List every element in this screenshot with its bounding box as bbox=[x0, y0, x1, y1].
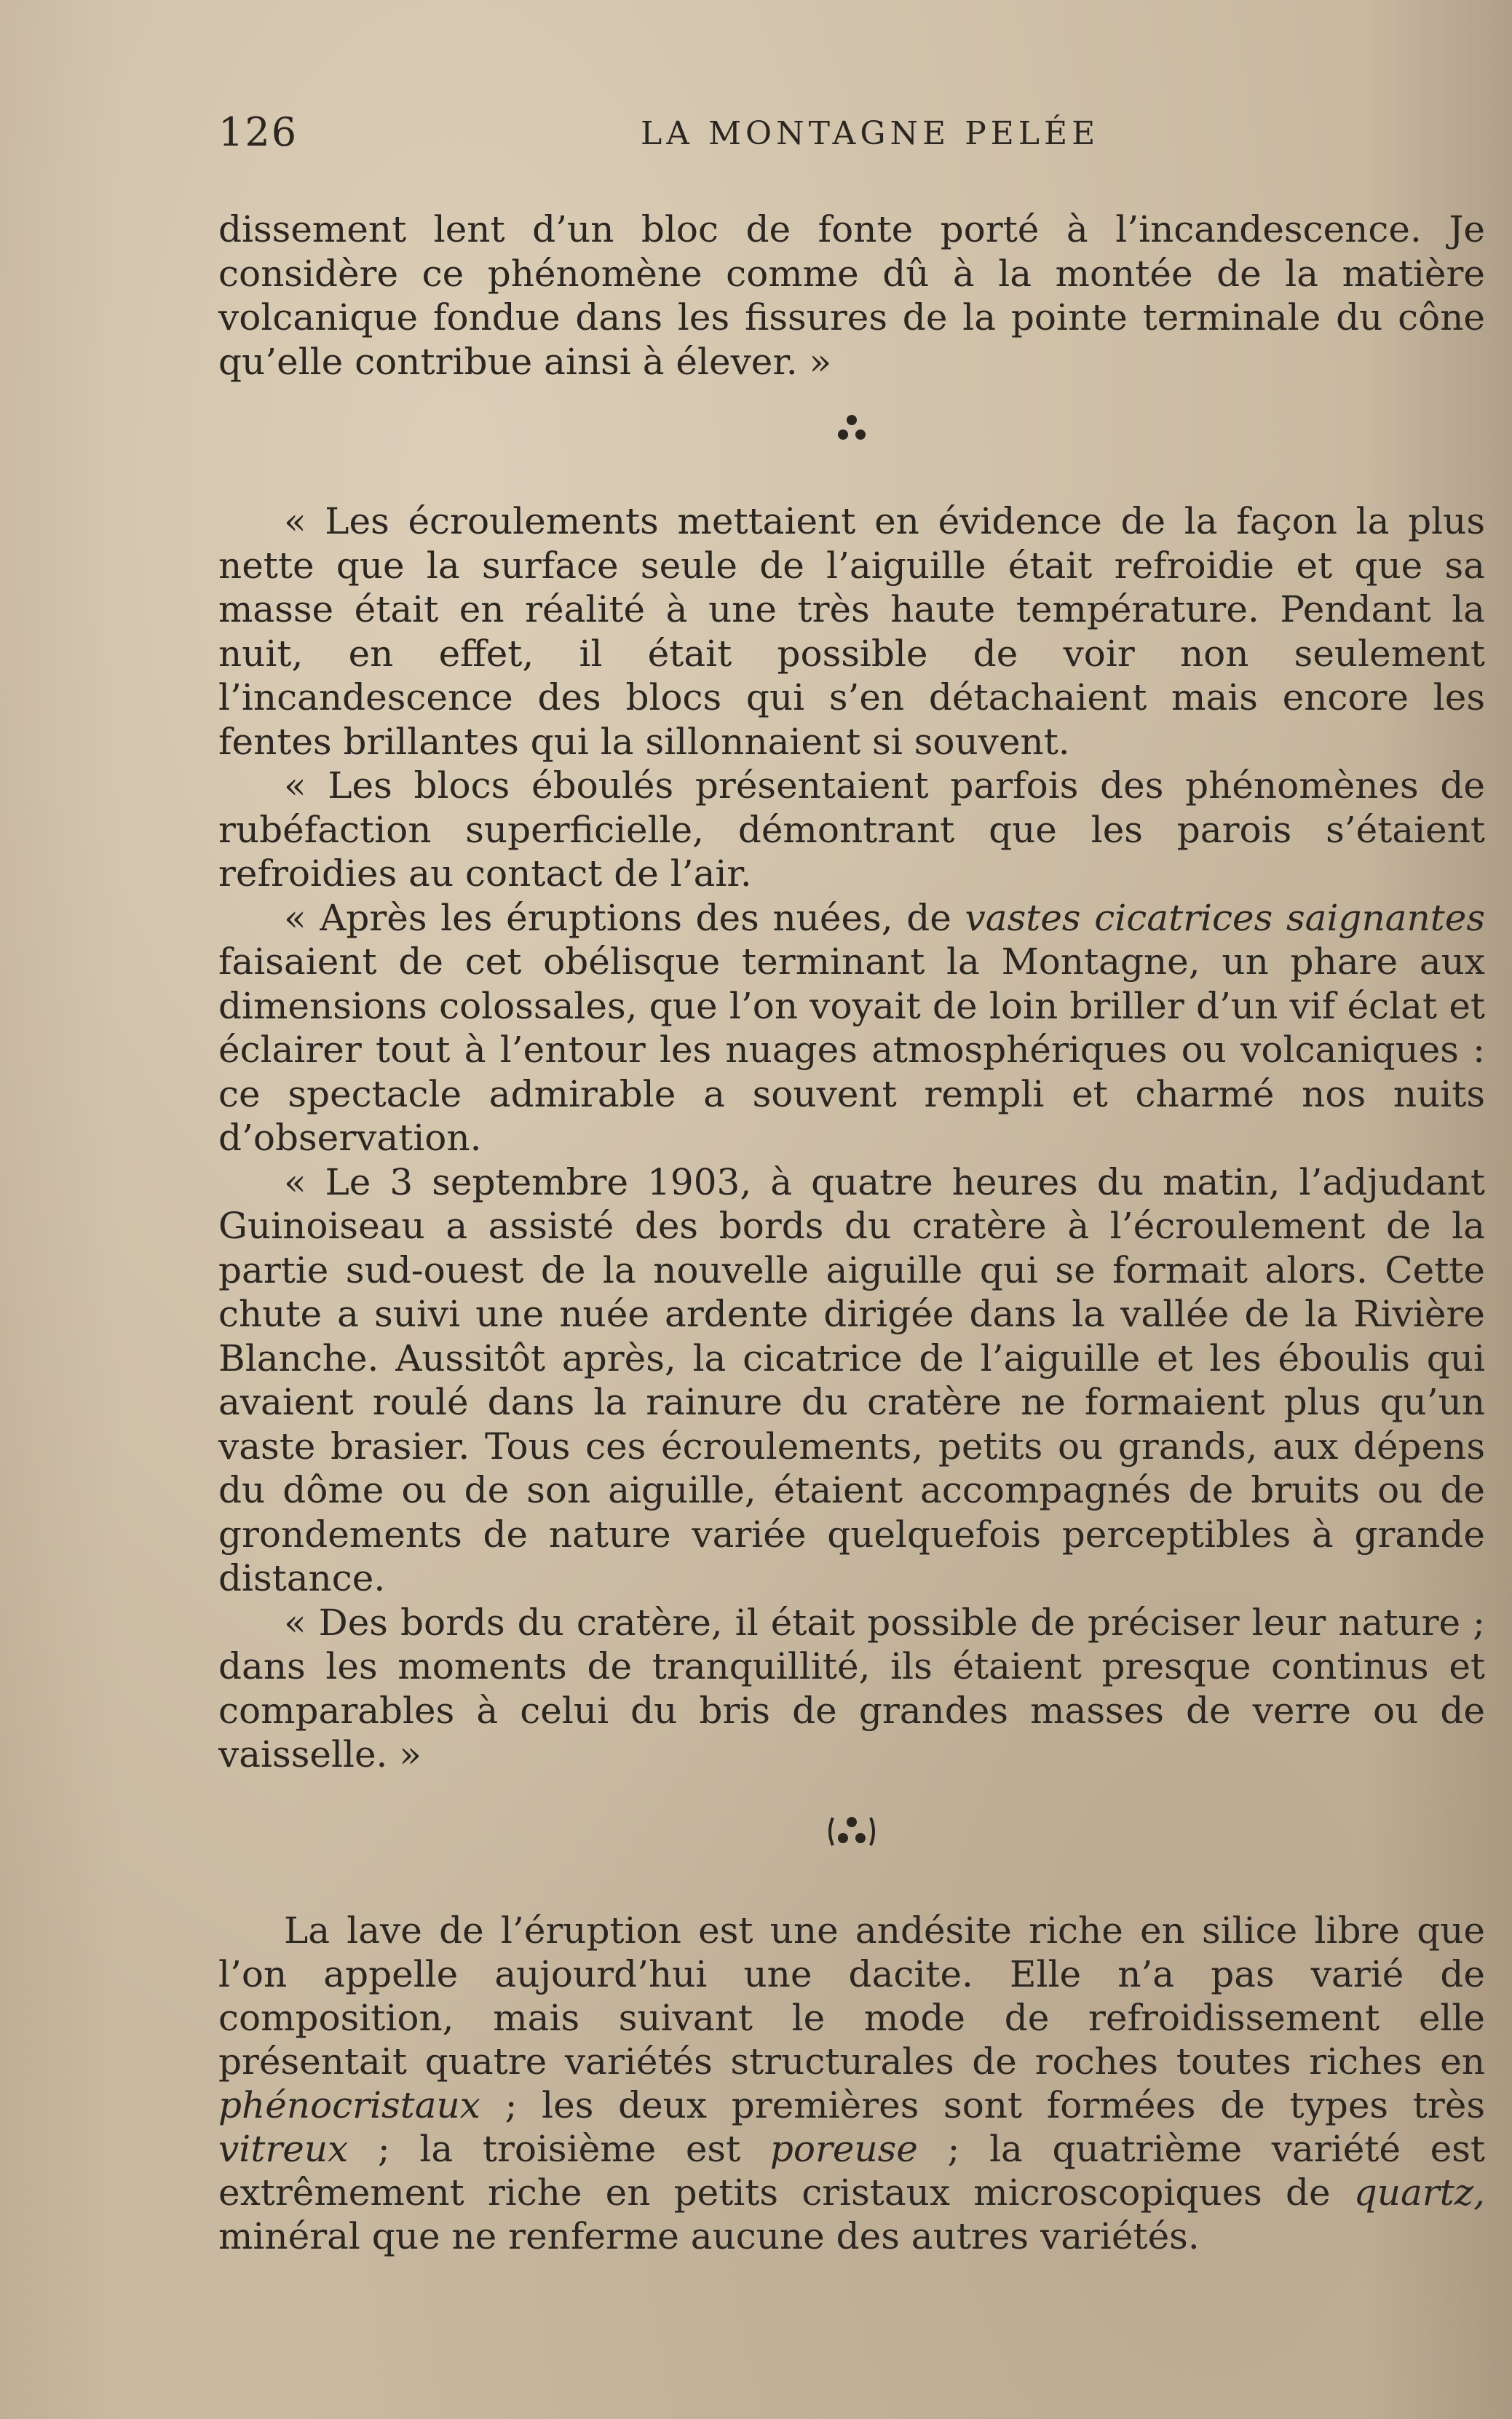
bracketed-dots-ornament-icon bbox=[218, 1812, 1485, 1856]
paragraph-text: La lave de l’éruption est une andésite riche en silice libre que l’on appelle aujourd’hui une dacite. Elle n’a pas varié de composition, mais suivant le mode de refroidissement elle présentait quatre variétés structurales de roches toutes riches en bbox=[218, 1909, 1485, 2083]
italic-term: phénocristaux bbox=[218, 2083, 480, 2126]
italic-term: poreuse bbox=[769, 2127, 918, 2170]
paragraph-text: ; la troisième est bbox=[348, 2127, 770, 2170]
body-text bbox=[218, 207, 1485, 2258]
three-dots-ornament-icon bbox=[218, 411, 1485, 450]
paragraph-3-septembre: « Le 3 septembre 1903, à quatre heures du matin, l’adjudant Guinoiseau a assisté des bords du cratère à l’écroulement de la partie sud-ouest de la nouvelle aiguille qui se formait alors. Cette chute a suivi une nuée ardente dirigée dans la vallée de la Rivière Blanche. Aussitôt après, la cicatrice de l’aiguille et les éboulis qui avaient roulé dans la rainure du cratère ne formaient plus qu’un vaste brasier. Tous ces écroulements, petits ou grands, aux dépens du dôme ou de son aiguille, étaient accompagnés de bruits ou de grondements de nature variée quelquefois perceptibles à grande distance. bbox=[218, 1160, 1485, 1599]
paragraph-bords-cratere: « Des bords du cratère, il était possible de préciser leur nature ; dans les moments de tranquillité, ils étaient presque continus et comparables à celui du bris de grandes masses de verre ou de vaisselle. » bbox=[218, 1601, 1485, 1775]
paragraph-continued: dissement lent d’un bloc de fonte porté à l’incandescence. Je considère ce phénomène comme dû à la montée de la matière volcanique fondue dans les fissures de la pointe terminale du cône qu’elle contribue ainsi à élever. » bbox=[218, 208, 1485, 383]
italic-term: quartz, bbox=[1353, 2171, 1485, 2214]
paragraph-lave-eruption bbox=[218, 1909, 1485, 2258]
paragraph-text: minéral que ne renferme aucune des autres variétés. bbox=[218, 2214, 1200, 2257]
page-number: 126 bbox=[218, 109, 298, 155]
paragraph-text: « Après les éruptions des nuées, de bbox=[284, 896, 965, 939]
italic-phrase: vastes cicatrices saignantes bbox=[965, 896, 1485, 939]
paragraph-eruptions-nuees bbox=[218, 896, 1485, 1160]
paragraph-ecroulements: « Les écroulements mettaient en évidence de la façon la plus nette que la surface seule de l’aiguille était refroidie et que sa masse était en réalité à une très haute température. Pendant la nuit, en effet, il était possible de voir non seulement l’incandescence des blocs qui s’en détachaient mais encore les fentes brillantes qui la sillonnaient si souvent. bbox=[218, 500, 1485, 763]
paragraph-text: ; les deux premières sont formées de types très bbox=[480, 2083, 1485, 2126]
paragraph-text: ; la quatrième variété est extrêmement riche en petits cristaux microscopiques de bbox=[218, 2127, 1485, 2214]
italic-term: vitreux bbox=[218, 2127, 349, 2170]
running-head bbox=[218, 109, 1485, 167]
running-title: LA MONTAGNE PELÉE bbox=[641, 115, 1100, 152]
paragraph-text: faisaient de cet obélisque terminant la Montagne, un phare aux dimensions colossales, que l’on voyait de loin briller d’un vif éclat et éclairer tout à l’entour les nuages atmosphériques ou volcaniques : ce spectacle admirable a souvent rempli et charmé nos nuits d’observation. bbox=[218, 941, 1485, 1159]
paragraph-blocs-eboules: « Les blocs éboulés présentaient parfois des phénomènes de rubéfaction superficielle, démontrant que les parois s’étaient refroidies au contact de l’air. bbox=[218, 764, 1485, 895]
